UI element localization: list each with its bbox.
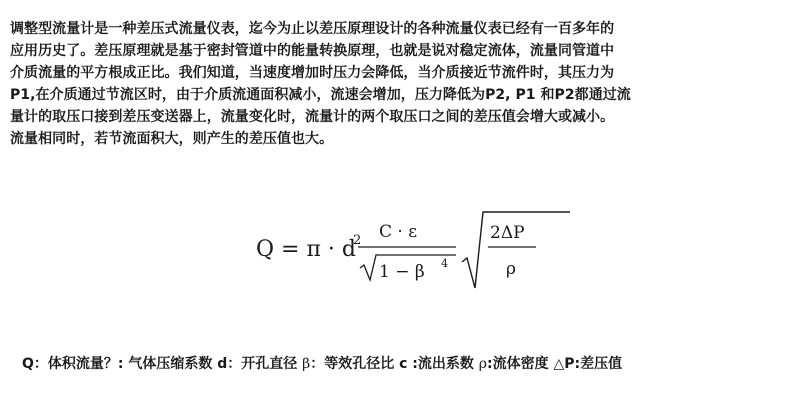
formula-lhs: Q = π · d xyxy=(256,237,356,262)
legend-symbol-beta: β xyxy=(302,356,311,372)
legend-text-p: P:差压值 xyxy=(564,356,623,372)
paragraph-line: P1,在介质通过节流区时，由于介质流通面积减小，流速会增加，压力降低为P2, P1 和P2都通过流 xyxy=(10,87,631,103)
paragraph-line: 介质流量的平方根成正比。我们知道，当速度增加时压力会降低，当介质接近节流件时，其压力为 xyxy=(10,65,615,81)
formula-sqrt-numerator: 2ΔP xyxy=(490,223,525,243)
formula-d-exponent: 2 xyxy=(353,233,362,248)
paragraph-line: 应用历史了。差压原理就是基于密封管道中的能量转换原理，也就是说对稳定流体，流量同管道中 xyxy=(10,43,615,59)
formula-graphic xyxy=(254,200,574,290)
formula-beta-exponent: 4 xyxy=(441,257,448,270)
formula-sqrt-denominator: ρ xyxy=(506,259,516,279)
paragraph-line: 调整型流量计是一种差压式流量仪表，迄今为止以差压原理设计的各种流量仪表已经有一百多年的 xyxy=(10,21,615,37)
formula-denominator-radicand: 1 − β xyxy=(379,262,425,282)
paragraph-line: 流量相同时，若节流面积大，则产生的差压值也大。 xyxy=(10,131,334,147)
paragraph-line: 量计的取压口接到差压变送器上，流量变化时，流量计的两个取压口之间的差压值会增大或减小。 xyxy=(10,109,615,125)
body-paragraph xyxy=(10,18,786,150)
formula-numerator: C · ε xyxy=(379,222,418,242)
variable-legend xyxy=(22,352,788,376)
flow-formula xyxy=(254,200,574,290)
legend-symbol-delta: △ xyxy=(553,356,565,372)
legend-text-q-d: Q：体积流量？: 气体压缩系数 d：开孔直径 xyxy=(22,356,303,372)
legend-text-beta-c: ：等效孔径比 c :流出系数 xyxy=(310,356,479,372)
legend-text-rho: :流体密度 xyxy=(487,356,554,372)
legend-symbol-rho: ρ xyxy=(478,356,488,372)
